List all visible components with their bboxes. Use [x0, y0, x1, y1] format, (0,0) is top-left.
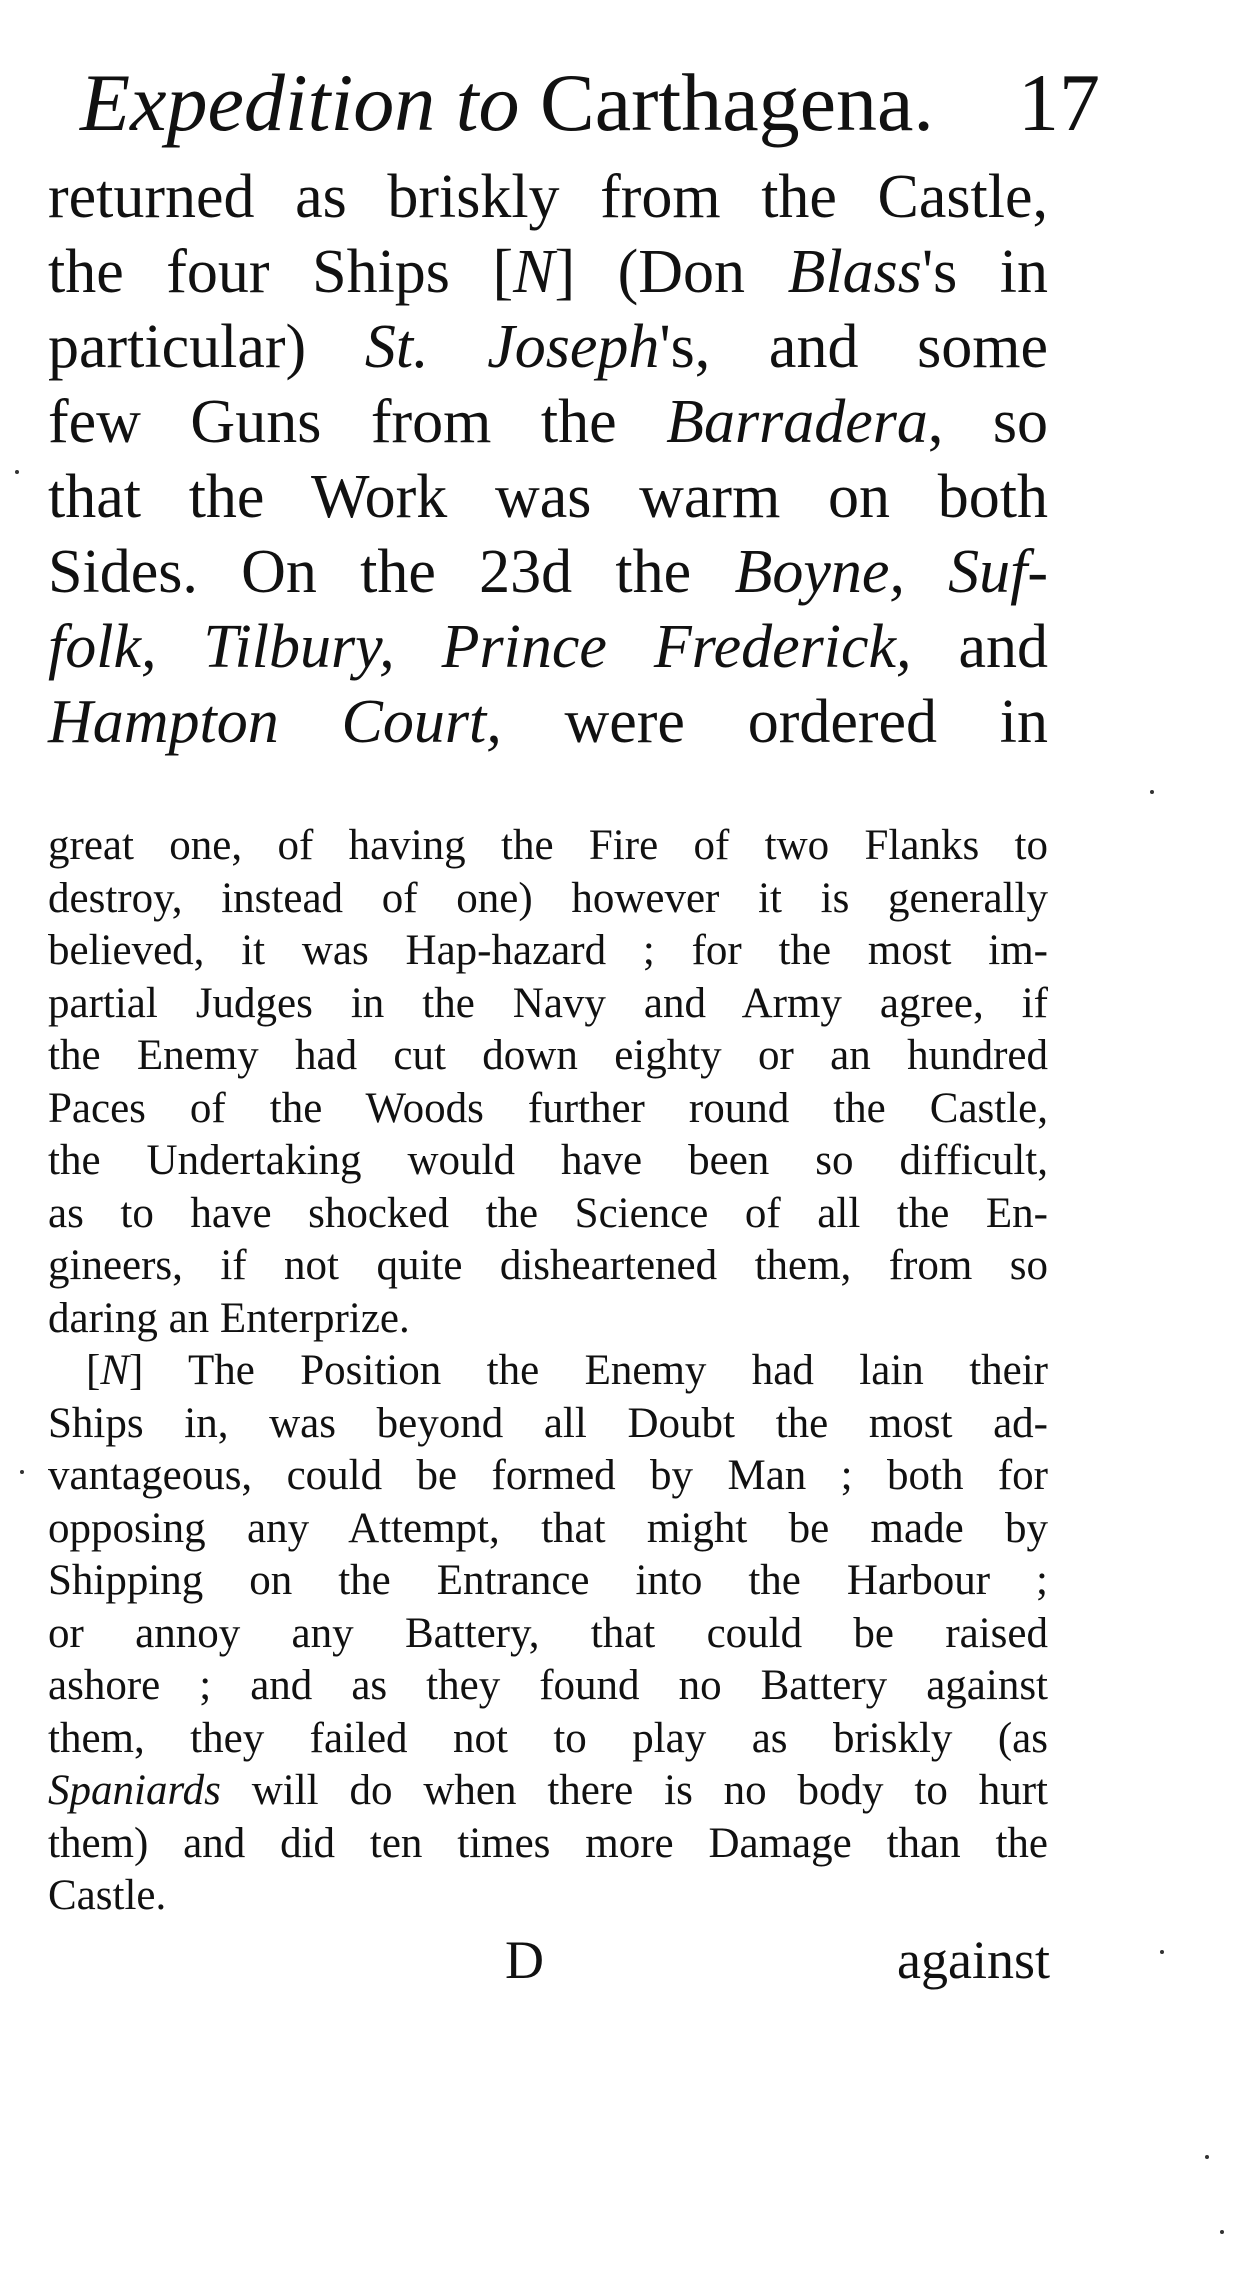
note-b-line-7: ashore ; and as they found no Battery against: [48, 1662, 1048, 1709]
main-line-7-b: and: [911, 613, 1048, 681]
main-line-1: returned as briskly from the Castle,: [48, 163, 1048, 231]
note-a-line-1: great one, of having the Fire of two Flanks to: [48, 822, 1048, 869]
main-line-6: [48, 535, 1048, 610]
note-b-line-1-text: ] The Position the Enemy had lain their: [129, 1347, 1048, 1394]
main-line-6-b: Boyne, Suf-: [734, 538, 1048, 606]
ink-speck: [1160, 1950, 1164, 1954]
main-line-2-d: Blass: [787, 238, 922, 306]
main-line-4: [48, 385, 1048, 460]
note-b-line-10: them) and did ten times more Damage than the: [48, 1819, 1048, 1867]
running-title-roman: Carthagena.: [540, 57, 934, 148]
note-b-line-8: them, they failed not to play as briskly (as: [48, 1714, 1048, 1762]
main-text: [48, 160, 1048, 760]
note-b-line-5: Shipping on the Entrance into the Harbour ;: [48, 1557, 1048, 1604]
page-footer: [0, 1920, 1250, 2000]
main-line-7-a: folk, Tilbury, Prince Frederick,: [48, 613, 912, 681]
note-b-line-6: or annoy any Battery, that could be raised: [48, 1609, 1048, 1657]
page-header: [80, 48, 1100, 158]
note-b-line-4: opposing any Attempt, that might be made by: [48, 1504, 1048, 1552]
note-b-line-9: [48, 1765, 1048, 1818]
main-line-3: [48, 310, 1048, 385]
catchword: against: [897, 1930, 1050, 1990]
main-line-3-c: 's, and some: [659, 313, 1048, 381]
note-a-line-5: the Enemy had cut down eighty or an hundred: [48, 1032, 1048, 1079]
note-b-bracket-open: [: [86, 1347, 101, 1394]
main-line-8-a: Hampton Court,: [48, 688, 502, 756]
main-line-4-a: few Guns from the: [48, 388, 667, 456]
signature-mark: D: [505, 1930, 544, 1990]
note-a-line-3: believed, it was Hap-hazard ; for the most im-: [48, 927, 1048, 974]
footnote-n: [48, 1345, 1048, 1923]
main-line-2-e: 's in: [921, 238, 1048, 306]
note-b-line-2: Ships in, was beyond all Doubt the most ad-: [48, 1399, 1048, 1447]
note-a-line-10: daring an Enterprize.: [48, 1294, 410, 1342]
main-line-7: [48, 610, 1048, 685]
note-a-line-8: as to have shocked the Science of all the En-: [48, 1189, 1048, 1237]
note-marker-n: N: [513, 238, 555, 306]
main-line-4-b: Barradera: [666, 388, 928, 456]
ink-speck: [15, 470, 19, 474]
page-number: 17: [1018, 57, 1100, 148]
ink-speck: [1220, 2230, 1224, 2234]
main-line-3-a: particular): [48, 313, 365, 381]
note-b-line-9-italic: Spaniards: [48, 1767, 221, 1814]
main-line-5: that the Work was warm on both: [48, 463, 1048, 531]
running-title-italic: Expedition to: [80, 57, 520, 148]
note-a-line-7: the Undertaking would have been so difficult,: [48, 1137, 1048, 1184]
main-line-8: [48, 685, 1048, 760]
note-b-line-3: vantageous, could be formed by Man ; both for: [48, 1452, 1048, 1499]
note-b-line-11: Castle.: [48, 1872, 167, 1919]
main-line-2-a: the four Ships [: [48, 238, 514, 306]
main-line-8-b: were ordered in: [501, 688, 1048, 756]
main-line-6-a: Sides. On the 23d the: [48, 538, 735, 606]
main-line-2-c: ] (Don: [554, 238, 788, 306]
note-a-line-6: Paces of the Woods further round the Castle,: [48, 1084, 1048, 1132]
footnote-continued: [48, 820, 1048, 1345]
note-b-marker-n: N: [100, 1347, 130, 1394]
ink-speck: [20, 1470, 24, 1474]
ink-speck: [1150, 790, 1154, 794]
main-line-2: [48, 235, 1048, 310]
note-b-line-9-text: will do when there is no body to hurt: [220, 1767, 1048, 1814]
note-a-line-2: destroy, instead of one) however it is generally: [48, 874, 1048, 922]
note-b-line-1: [48, 1345, 1048, 1398]
running-title: [80, 48, 934, 158]
note-a-line-4: partial Judges in the Navy and Army agree, if: [48, 979, 1048, 1027]
main-line-4-c: , so: [927, 388, 1048, 456]
main-line-3-b: St. Joseph: [364, 313, 660, 381]
note-a-line-9: gineers, if not quite disheartened them, from so: [48, 1242, 1048, 1289]
ink-speck: [1205, 2155, 1209, 2159]
